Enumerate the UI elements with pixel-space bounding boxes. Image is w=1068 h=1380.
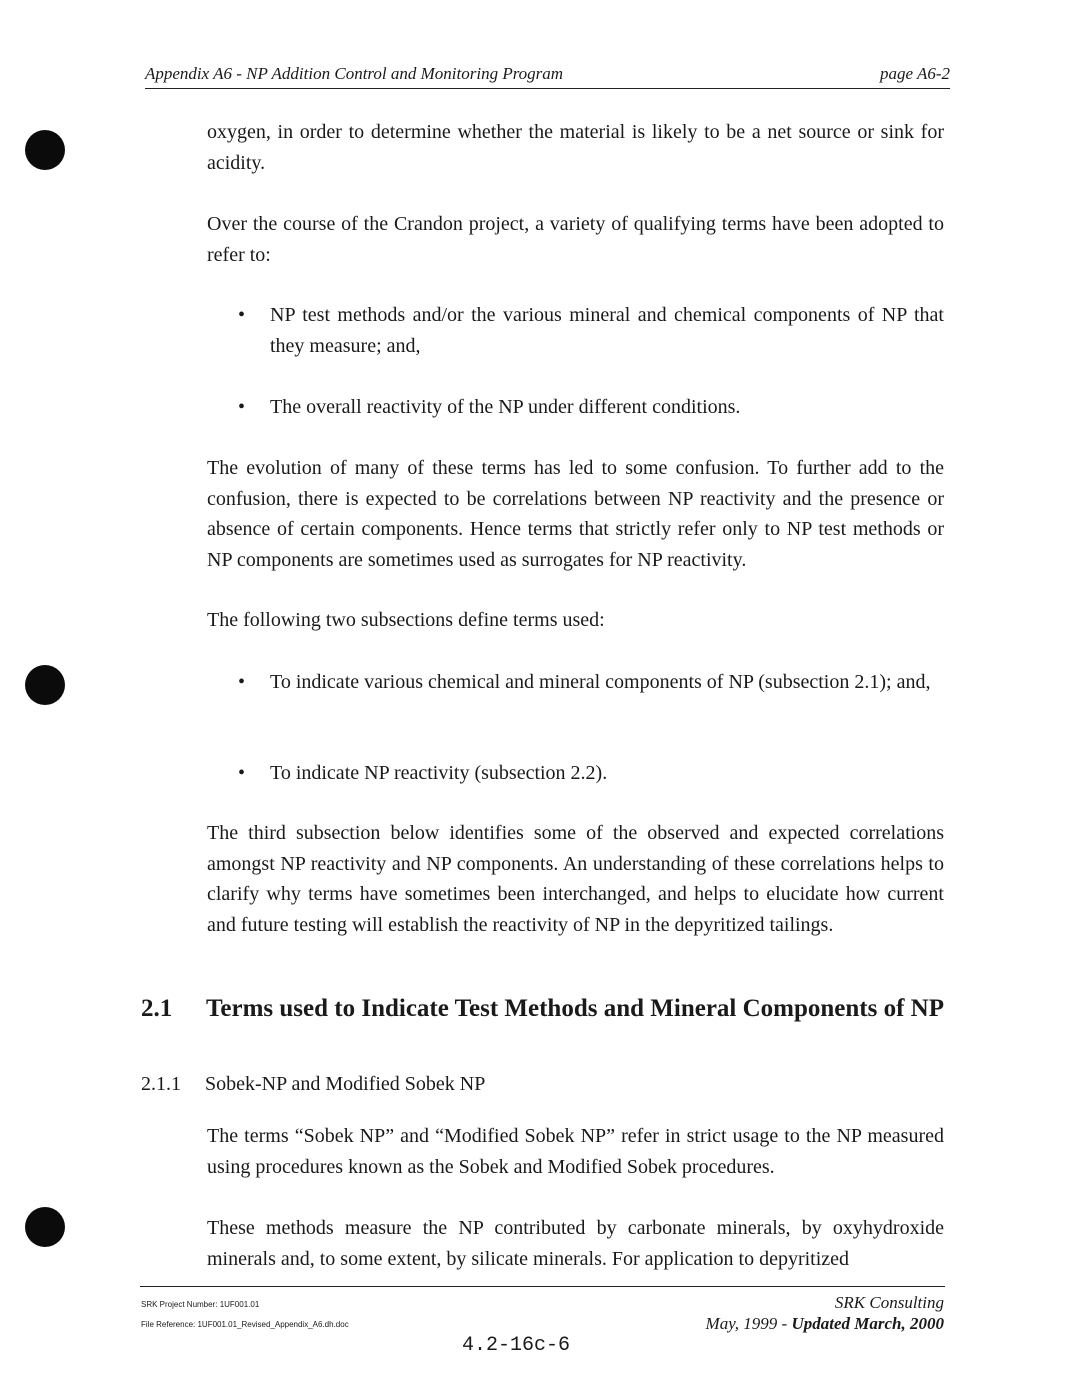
paragraph-methods-measure: These methods measure the NP contributed by carbonate minerals, by oxyhydroxide minerals and, to some extent, by silicate minerals. For application to depyritized [207,1217,944,1270]
section-title: Terms used to Indicate Test Methods and Mineral Components of NP [206,995,945,1022]
bullet-item: To indicate various chemical and mineral components of NP (subsection 2.1); and, [270,671,931,693]
paragraph-oxygen: oxygen, in order to determine whether the material is likely to be a net source or sink for acidity. [207,121,944,174]
page-header [145,62,950,89]
document-number-stamp: 4.2-16c-6 [462,1334,571,1357]
bullet-item: The overall reactivity of the NP under different conditions. [270,396,741,418]
paragraph-qualifying-terms: Over the course of the Crandon project, a variety of qualifying terms have been adopted to refer to: [207,213,944,266]
paragraph-sobek-terms: The terms “Sobek NP” and “Modified Sobek NP” refer in strict usage to the NP measured using procedures known as the Sobek and Modified Sobek procedures. [207,1125,944,1178]
paragraph-third-subsection: The third subsection below identifies some of the observed and expected correlations amongst NP reactivity and NP components. An understanding of these correlations helps to clarify why terms have sometimes been interchanged, and helps to elucidate how current and future testing will establish the reactivity of NP in the depyritized tailings. [207,822,944,936]
footer-date-updated: Updated March, 2000 [791,1314,944,1333]
footer-rule [140,1286,945,1287]
paragraph-evolution: The evolution of many of these terms has led to some confusion. To further add to the confusion, there is expected to be correlations between NP reactivity and the presence or absence of certain components. Hence terms that strictly refer only to NP test methods or NP components are sometimes used as surrogates for NP reactivity. [207,457,944,571]
footer-project-number: SRK Project Number: 1UF001.01 [141,1300,260,1309]
subsection-title: Sobek-NP and Modified Sobek NP [205,1073,486,1095]
bullet-item: To indicate NP reactivity (subsection 2.2). [270,762,608,784]
bullet-dot: • [238,396,246,418]
footer-date-original: May, 1999 - [705,1314,792,1333]
footer-file-reference: File Reference: 1UF001.01_Revised_Appendix_A6.dh.doc [141,1320,349,1329]
bullet-item: NP test methods and/or the various mineral and chemical components of NP that they measure; and, [270,304,944,357]
bullet-dot: • [238,304,246,326]
paragraph-two-subsections: The following two subsections define terms used: [207,609,605,631]
binder-hole-middle [25,665,65,705]
header-page-number: page A6-2 [879,64,950,83]
subsection-number: 2.1.1 [141,1073,181,1095]
bullet-dot: • [238,671,246,693]
bullet-dot: • [238,762,246,784]
section-number: 2.1 [141,995,173,1022]
footer-company: SRK Consulting [834,1293,944,1312]
header-title: Appendix A6 - NP Addition Control and Monitoring Program [145,64,564,83]
binder-hole-bottom [25,1207,65,1247]
binder-hole-top [25,130,65,170]
footer-date [706,1314,944,1334]
